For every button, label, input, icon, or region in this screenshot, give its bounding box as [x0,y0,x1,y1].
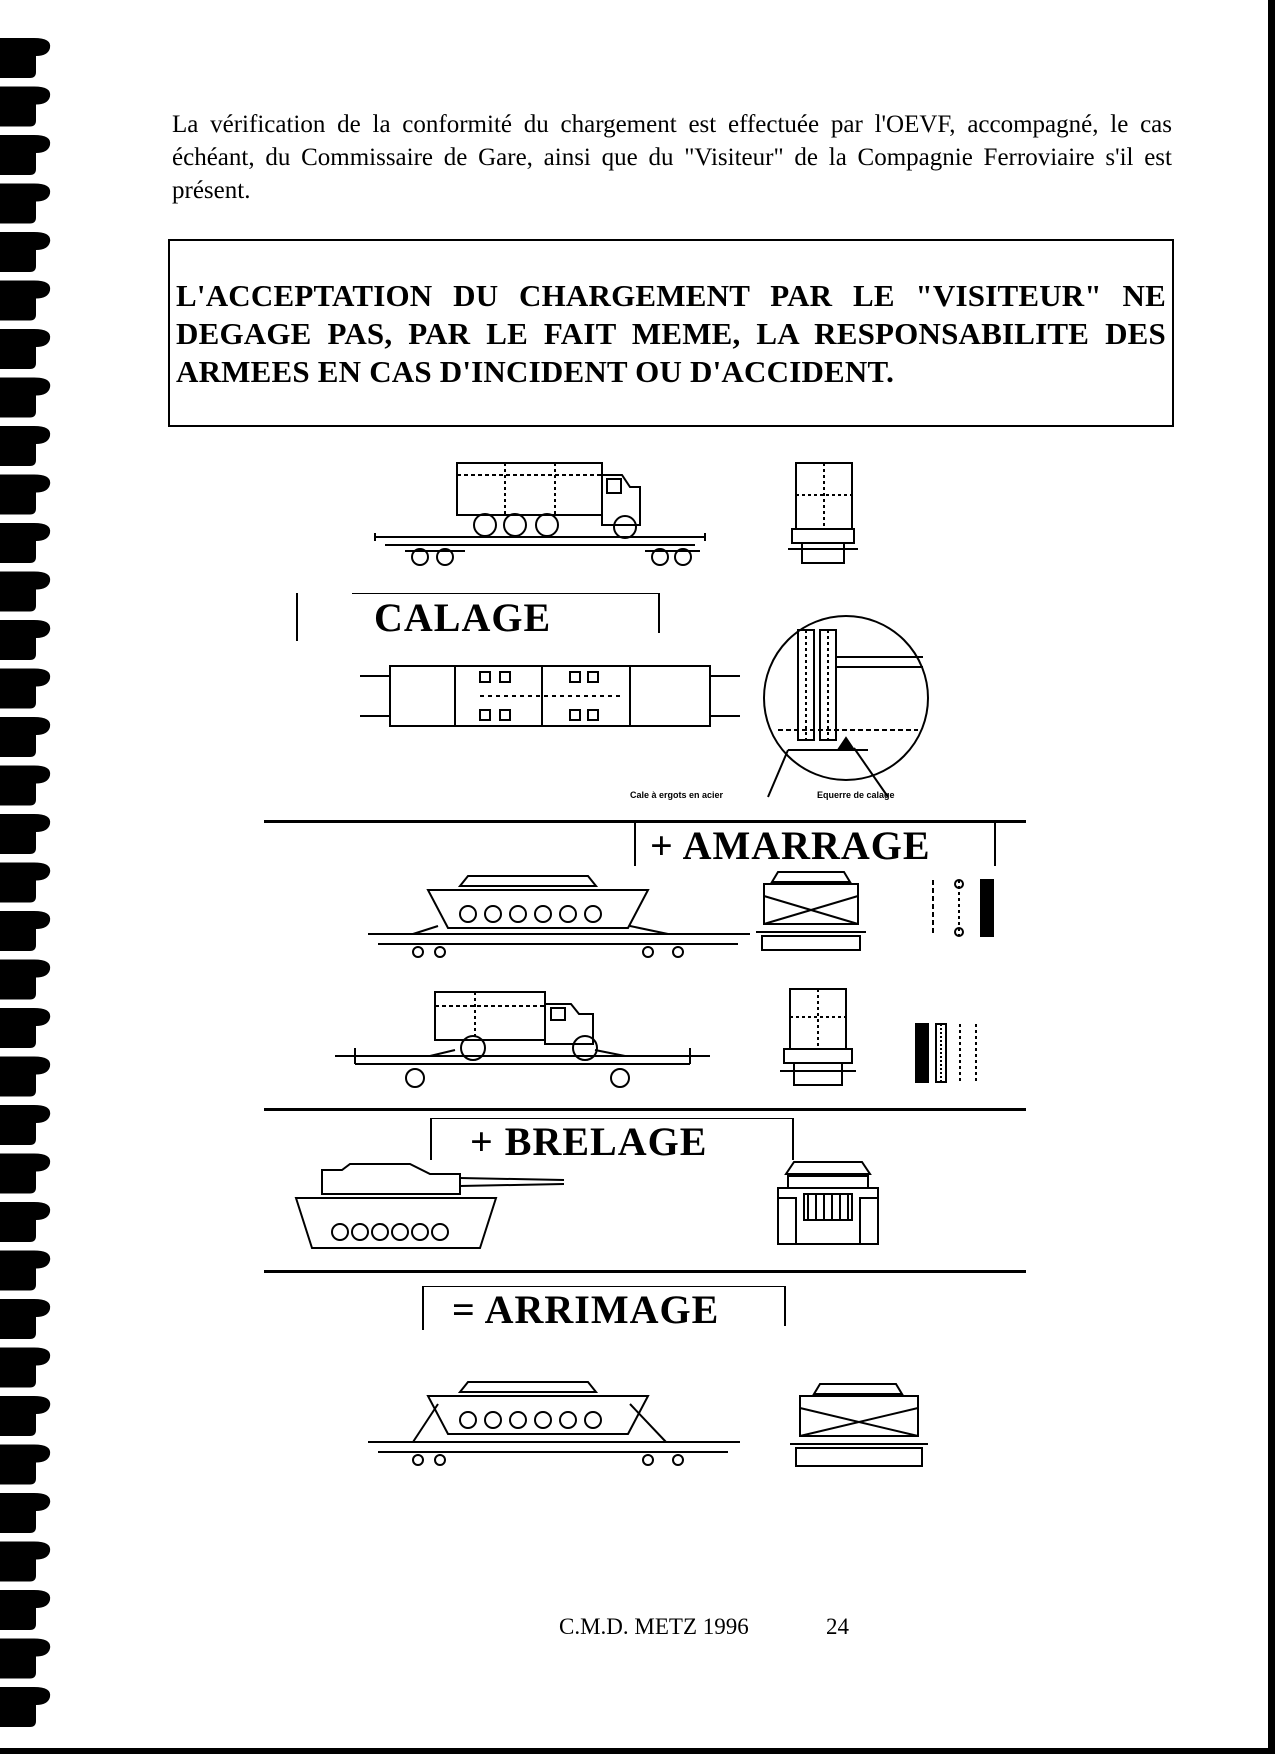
binding-coil [0,523,50,563]
section-label-brelage [430,1118,796,1162]
chock-detail-circle [758,612,934,782]
tank-wagon-secured-side-illustration [368,1374,740,1466]
binding-coil [0,717,50,757]
section-label-arrimage [422,1286,788,1332]
binding-coil [0,766,50,806]
binding-coil [0,1202,50,1242]
tank-wagon-side-illustration [368,868,750,956]
binding-coil [0,135,50,175]
binding-coil [0,814,50,854]
binding-coil [0,1639,50,1679]
truck-wagon-lashing-illustration [335,988,710,1092]
tank-side-illustration [292,1158,564,1254]
page-edge-right [1268,0,1275,1754]
binding-coil [0,620,50,660]
binding-coil [0,572,50,612]
binding-coil [0,1105,50,1145]
binding-coil [0,1299,50,1339]
binding-coil [0,184,50,224]
binding-coil [0,232,50,272]
caption-cale: Cale à ergots en acier [630,790,724,800]
binding-coil [0,1057,50,1097]
binding-coil [0,281,50,321]
calage-label: CALAGE [374,595,552,640]
binding-coil [0,1251,50,1291]
binding-coil [0,1396,50,1436]
binding-coil [0,669,50,709]
section-label-calage [296,593,660,643]
binding-coil [0,1154,50,1194]
binding-coil [0,475,50,515]
brelage-label: + BRELAGE [470,1119,708,1164]
binding-coil [0,1542,50,1582]
section-label-amarrage [634,822,998,868]
wagon-plan-view-illustration [360,660,740,732]
binding-coil [0,329,50,369]
tank-wagon-end-illustration [756,866,866,956]
footer-source: C.M.D. METZ 1996 [559,1614,749,1639]
binding-coil [0,426,50,466]
intro-paragraph: La vérification de la conformité du chargement est effectuée par l'OEVF, accompagné, le cas échéant, du Commissaire de Gare, ainsi que du "Visiteur" de la Compagnie Ferroviaire s'il est présent. [172,111,1172,204]
binding-coil [0,863,50,903]
truck-wagon-end-illustration [788,457,858,569]
spiral-binding [0,0,70,1754]
amarrage-label: + AMARRAGE [650,823,931,868]
binding-coil [0,1445,50,1485]
tank-front-illustration [774,1158,882,1248]
binding-coil [0,1008,50,1048]
section-divider [264,1108,1026,1111]
tank-wagon-secured-end-illustration [790,1378,928,1470]
binding-coil [0,1493,50,1533]
lashing-chains-icon [925,878,997,938]
binding-coil [0,38,50,78]
binding-coil [0,960,50,1000]
warning-box [168,239,1174,427]
page-number: 24 [826,1614,849,1639]
warning-text: L'ACCEPTATION DU CHARGEMENT PAR LE "VISITEUR" NE DEGAGE PAS, PAR LE FAIT MEME, LA RESPONSABILITE DES ARMEES EN CAS D'INCIDENT OU D'ACCIDENT. [176,278,1166,389]
binding-coil [0,1590,50,1630]
binding-coil [0,87,50,127]
page-edge-bottom [0,1748,1275,1754]
caption-equerre: Equerre de calage [817,790,895,800]
binding-coil [0,378,50,418]
arrimage-label: = ARRIMAGE [452,1287,720,1332]
binding-coil [0,911,50,951]
lashing-straps-icon [914,1022,984,1084]
binding-coil [0,1348,50,1388]
truck-wagon-side-illustration [375,455,750,570]
section-divider [264,1270,1026,1273]
binding-coil [0,1687,50,1727]
truck-wagon-end-lashing-illustration [780,985,856,1095]
